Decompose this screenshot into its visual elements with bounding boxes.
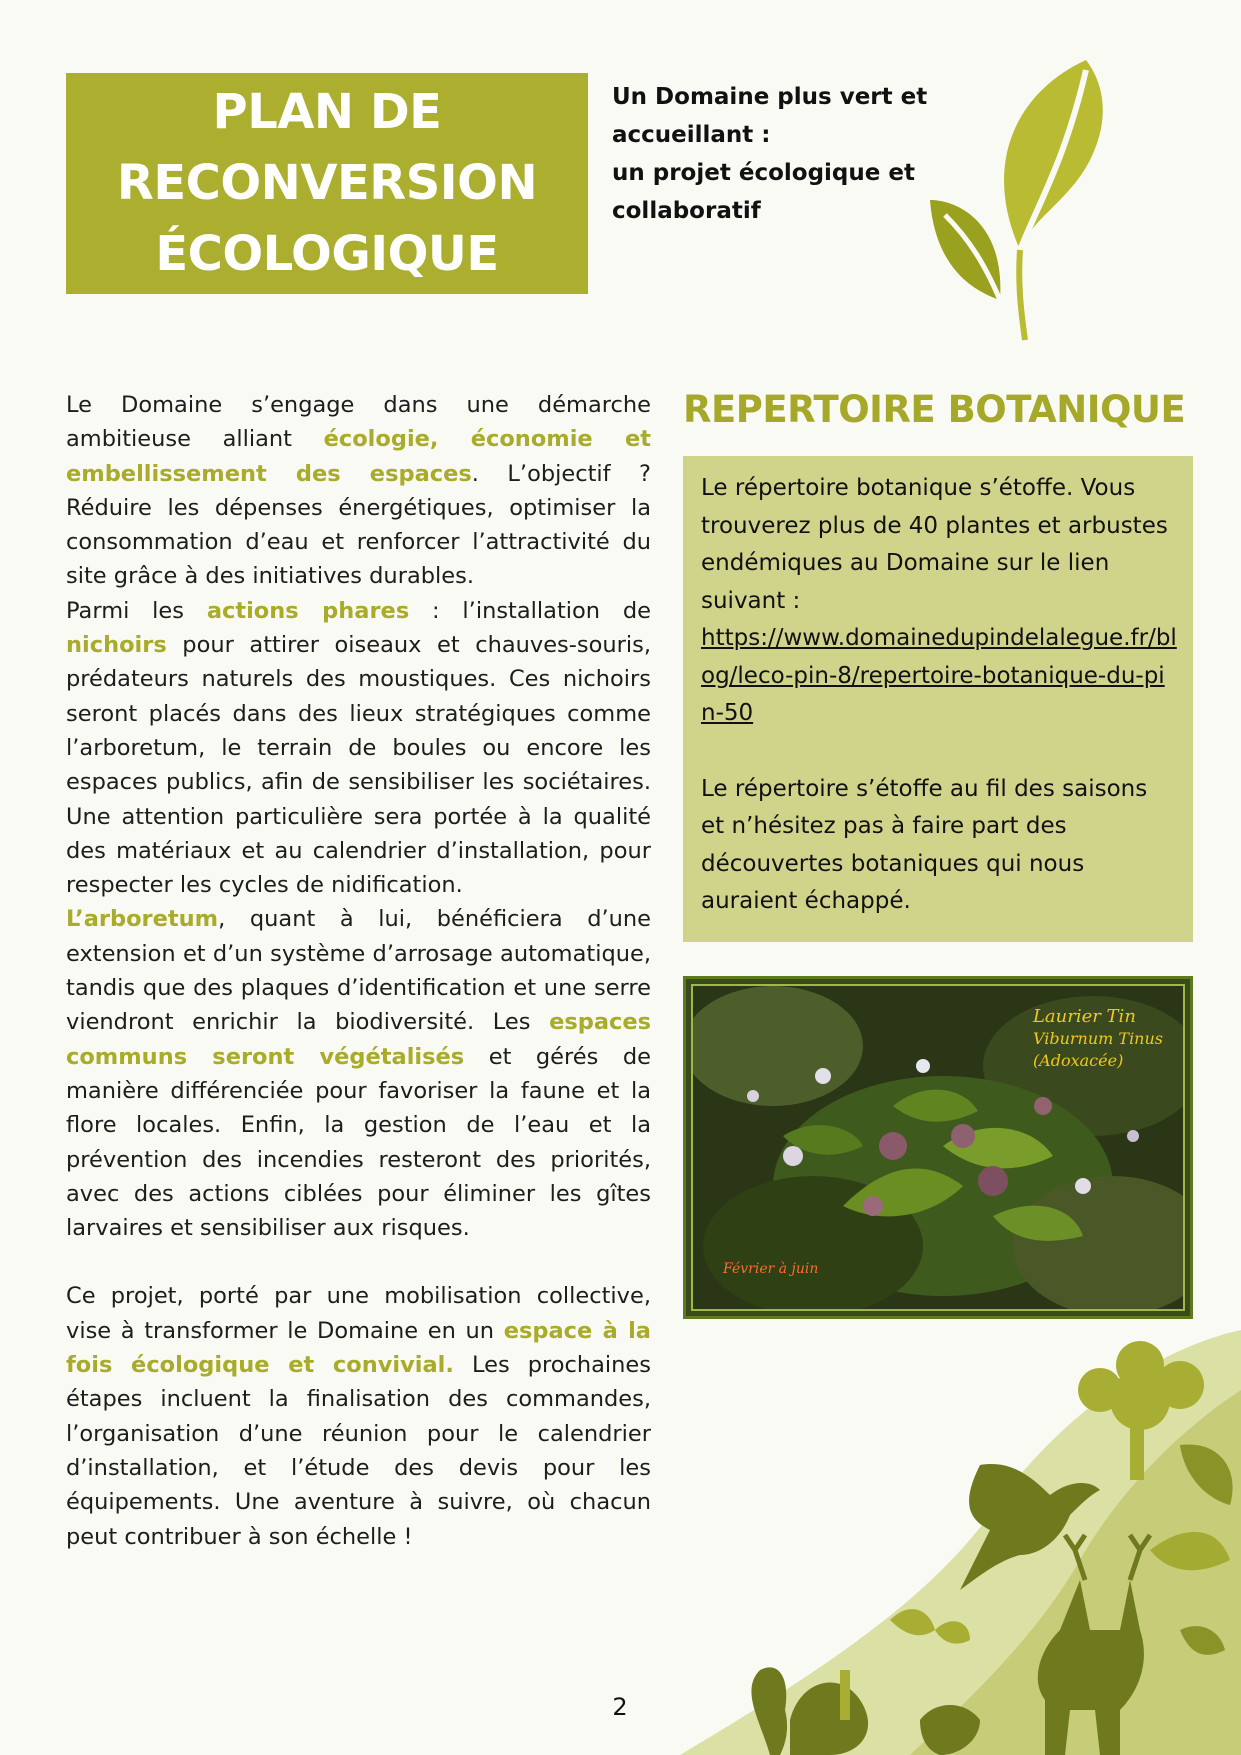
text-run: et gérés de manière différenciée pour favoriser la faune et la flore locales. Enfin, la gestion de l’eau et la prévention des incendies resteront des priorités, avec des actions ciblées pour éliminer les gîtes larvaires et sensibiliser aux risques.: [66, 1043, 651, 1242]
repertoire-intro: Le répertoire botanique s’étoffe. Vous trouverez plus de 40 plantes et arbustes endémiques au Domaine sur le lien suivant :: [701, 475, 1168, 614]
page-title: [117, 77, 537, 290]
text-run: . L’objectif ? Réduire les dépenses énergétiques, optimiser la consommation d’eau et renforcer l’attractivité du site grâce à des initiatives durables.: [66, 460, 651, 590]
highlight: nichoirs: [66, 632, 167, 659]
text-run: Ce projet, porté par une mobilisation collective, vise à transformer le Domaine en un: [66, 1283, 651, 1344]
caption-name: Laurier Tin: [1032, 1006, 1136, 1027]
paragraph-conclusion: [66, 1279, 651, 1553]
caption-family: (Adoxacée): [1032, 1051, 1124, 1070]
highlight: écologie, économie et embellissement des espaces: [66, 426, 651, 487]
paragraph-arboretum: [66, 902, 651, 1245]
title-line-1: PLAN DE: [212, 84, 442, 140]
leaves-icon: [900, 50, 1200, 350]
text-run: pour attirer oiseaux et chauves-souris, prédateurs naturels des moustiques. Ces nichoirs seront placés dans des lieux stratégiques comme l’arboretum, le terrain de boules ou encore les espaces publics, afin de sensibiliser les sociétaires. Une attention particulière sera portée à la qualité des matériaux et au calendrier d’installation, pour respecter les cycles de nidification.: [66, 632, 651, 899]
page-number: 2: [612, 1693, 628, 1721]
paragraph-intro: [66, 388, 651, 594]
highlight: L’arboretum: [66, 906, 219, 933]
highlight: espace à la fois écologique et convivial.: [66, 1317, 651, 1379]
highlight: espaces communs seront végétalisés: [66, 1009, 651, 1070]
photo-caption: [1033, 1006, 1163, 1072]
repertoire-heading: REPERTOIRE BOTANIQUE: [683, 388, 1186, 431]
subtitle: [612, 78, 942, 230]
caption-period: Février à juin: [723, 1261, 819, 1277]
plant-photo: [683, 976, 1193, 1319]
repertoire-outro: Le répertoire s’étoffe au fil des saisons et n’hésitez pas à faire part des découvertes botaniques qui nous auraient échappé.: [701, 775, 1148, 914]
title-line-3: ÉCOLOGIQUE: [155, 226, 499, 282]
subtitle-line-4: collaboratif: [612, 198, 761, 224]
repertoire-box: [683, 456, 1193, 942]
subtitle-line-1: Un Domaine plus vert et: [612, 84, 928, 110]
paragraph-actions: [66, 594, 651, 903]
highlight: actions phares: [206, 597, 410, 624]
subtitle-line-2: accueillant :: [612, 122, 771, 148]
text-run: Parmi les: [66, 597, 207, 624]
text-run: Les prochaines étapes incluent la finalisation des commandes, l’organisation d’une réunion pour le calendrier d’installation, et l’étude des devis pour les équipements. Une aventure à suivre, où chacun peut contribuer à son échelle !: [66, 1352, 651, 1550]
text-run: , quant à lui, bénéficiera d’une extension et d’un système d’arrosage automatique, tandis que des plaques d’identification et une serre viendront enrichir la biodiversité. Les: [66, 906, 651, 1036]
text-run: : l’installation de: [409, 597, 651, 624]
text-run: Le Domaine s’engage dans une démarche ambitieuse alliant: [66, 392, 651, 453]
title-banner: [66, 73, 588, 294]
title-line-2: RECONVERSION: [116, 155, 538, 211]
caption-latin: Viburnum Tinus: [1032, 1029, 1163, 1048]
subtitle-line-3: un projet écologique et: [612, 160, 915, 186]
article-body: [66, 388, 651, 1554]
wildlife-illustration-icon: [680, 1330, 1241, 1755]
repertoire-link[interactable]: https://www.domainedupindelalegue.fr/blog/leco-pin-8/repertoire-botanique-du-pin-50: [701, 625, 1177, 726]
